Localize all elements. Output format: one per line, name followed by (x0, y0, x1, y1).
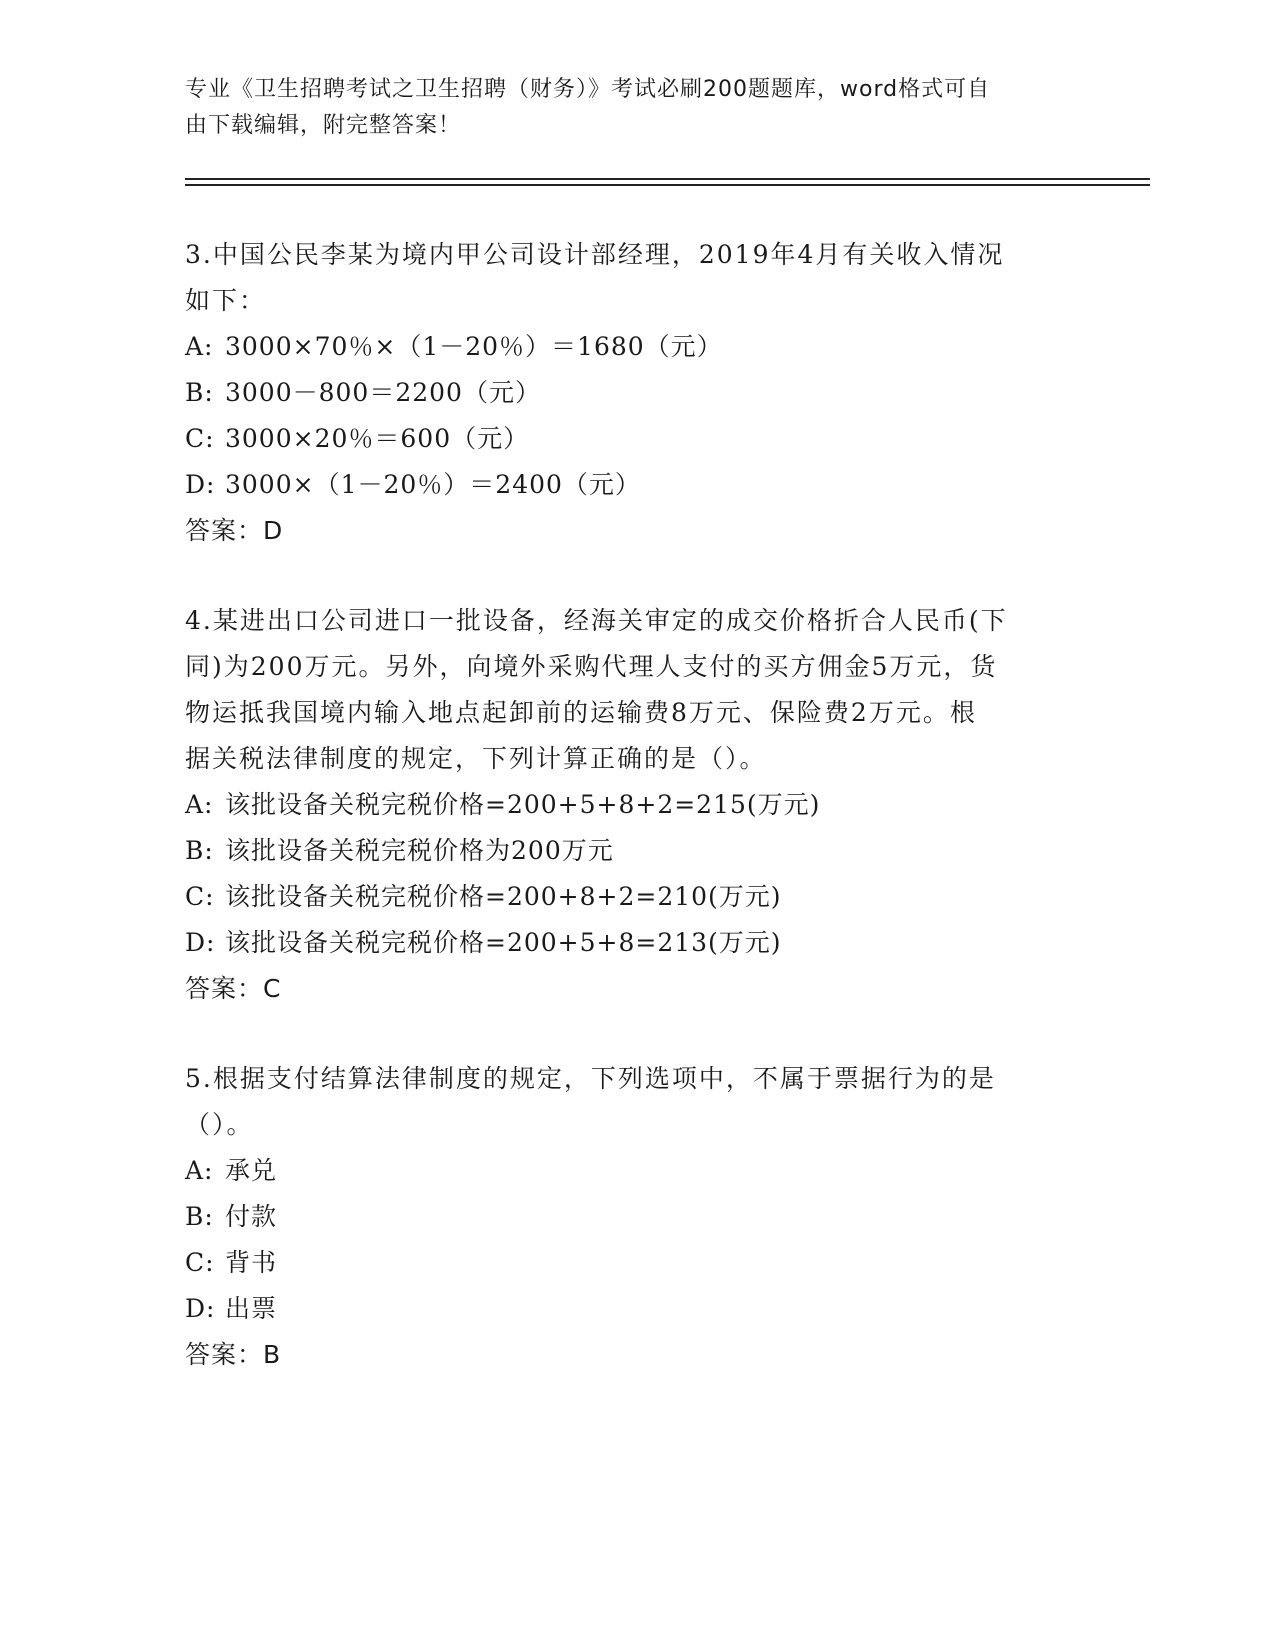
option-letter: D: (185, 1294, 216, 1323)
option-text: 该批设备关税完税价格=200+5+8+2=215(万元) (225, 790, 821, 819)
option-a (185, 782, 1085, 828)
option-d (185, 1286, 1085, 1332)
option-b (185, 828, 1085, 874)
stem-line: 物运抵我国境内输入地点起卸前的运输费8万元、保险费2万元。根 (185, 698, 977, 727)
stem-line: 4.某进出口公司进口一批设备，经海关审定的成交价格折合人民币(下 (185, 606, 1008, 635)
option-text: 承兑 (225, 1156, 278, 1185)
question-stem (185, 598, 1085, 782)
option-letter: A: (185, 1156, 214, 1185)
option-text: 出票 (225, 1294, 278, 1323)
option-text: 该批设备关税完税价格=200+5+8=213(万元) (225, 928, 782, 957)
option-text: 3000×20％＝600（元） (225, 424, 530, 453)
option-text: 该批设备关税完税价格=200+8+2=210(万元) (225, 882, 782, 911)
option-letter: C: (185, 882, 215, 911)
answer-label: 答案：C (185, 974, 282, 1003)
header-line-2: 由下载编辑，附完整答案！ (185, 113, 462, 138)
option-letter: D: (185, 470, 216, 499)
option-letter: D: (185, 928, 216, 957)
option-list (185, 782, 1085, 966)
option-b (185, 1194, 1085, 1240)
stem-line: 3.中国公民李某为境内甲公司设计部经理，2019年4月有关收入情况 (185, 240, 1005, 269)
header-divider-bottom (185, 184, 1150, 186)
stem-line: 如下： (185, 286, 267, 315)
answer-label: 答案：B (185, 1340, 282, 1369)
option-c (185, 874, 1085, 920)
option-list (185, 1148, 1085, 1332)
option-c (185, 416, 1085, 462)
header-divider-top (185, 178, 1150, 180)
stem-line: 5.根据支付结算法律制度的规定，下列选项中，不属于票据行为的是 (185, 1064, 996, 1093)
option-a (185, 324, 1085, 370)
option-text: 背书 (225, 1248, 278, 1277)
option-letter: A: (185, 790, 214, 819)
option-text: 3000×70％×（1－20％）＝1680（元） (225, 332, 723, 361)
header-line-1: 专业《卫生招聘考试之卫生招聘（财务）》考试必刷200题题库，word格式可自 (185, 77, 991, 102)
document-header (185, 72, 1065, 144)
option-letter: C: (185, 1248, 215, 1277)
option-letter: B: (185, 378, 214, 407)
option-letter: B: (185, 1202, 214, 1231)
question-5 (185, 1056, 1085, 1378)
option-list (185, 324, 1085, 508)
option-text: 3000－800＝2200（元） (225, 378, 541, 407)
option-d (185, 920, 1085, 966)
answer-label: 答案：D (185, 516, 284, 545)
question-stem (185, 1056, 1085, 1148)
option-text: 付款 (225, 1202, 278, 1231)
option-a (185, 1148, 1085, 1194)
question-stem (185, 232, 1085, 324)
option-c (185, 1240, 1085, 1286)
stem-line: 据关税法律制度的规定，下列计算正确的是（）。 (185, 744, 767, 773)
option-letter: A: (185, 332, 214, 361)
option-b (185, 370, 1085, 416)
question-3 (185, 232, 1085, 554)
option-d (185, 462, 1085, 508)
option-letter: B: (185, 836, 214, 865)
option-text: 3000×（1－20％）＝2400（元） (225, 470, 641, 499)
stem-line: 同)为200万元。另外，向境外采购代理人支付的买方佣金5万元，货 (185, 652, 998, 681)
stem-line: （）。 (185, 1110, 254, 1139)
question-4 (185, 598, 1085, 1012)
option-text: 该批设备关税完税价格为200万元 (225, 836, 614, 865)
option-letter: C: (185, 424, 215, 453)
